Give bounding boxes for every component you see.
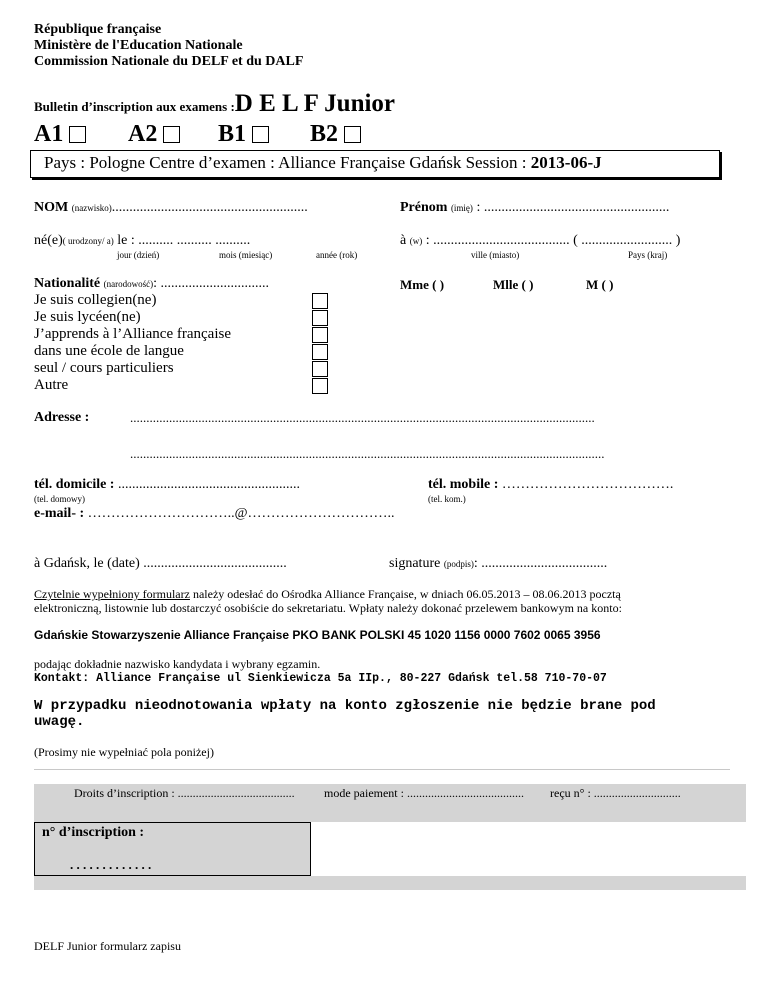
- recu-field: reçu n° : .............................: [550, 786, 681, 800]
- warning-line-2: uwagę.: [34, 714, 85, 730]
- status-checkbox-2[interactable]: [312, 310, 328, 326]
- header-line-2: Ministère de l'Education Nationale: [34, 38, 243, 53]
- inscription-label: n° d’inscription :: [42, 825, 145, 840]
- header-line-1: République française: [34, 22, 162, 37]
- level-b1[interactable]: B1: [218, 121, 269, 148]
- birth-date-field[interactable]: [34, 233, 250, 249]
- nom-pl: (nazwisko): [71, 203, 112, 213]
- mlle-option[interactable]: Mlle ( ): [493, 277, 534, 292]
- date-field[interactable]: à Gdańsk, le (date) .........................................: [34, 556, 287, 571]
- droits-field: Droits d’inscription : .......................................: [74, 786, 295, 800]
- warning-line-1: W przypadku nieodnotowania wpłaty na konto zgłoszenie nie będzie brane pod: [34, 698, 656, 714]
- status-checkbox-1[interactable]: [312, 293, 328, 309]
- birth-place-field[interactable]: [400, 233, 680, 249]
- tel-mobile-pl: (tel. kom.): [428, 494, 466, 504]
- bulletin-title: [34, 90, 395, 118]
- tel-domicile-field[interactable]: [34, 477, 300, 493]
- nom-dots[interactable]: ........................................................: [111, 200, 308, 215]
- pays-line: [44, 153, 602, 173]
- a-dots[interactable]: : ....................................... ( .......................... ): [425, 233, 681, 248]
- bank-account: Gdańskie Stowarzyszenie Alliance Française PKO BANK POLSKI 45 1020 1156 0000 7602 0065 3956: [34, 628, 601, 642]
- level-b2[interactable]: B2: [310, 121, 361, 148]
- instructions-line-1: [34, 587, 621, 602]
- instructions-line-2: elektroniczną, listownie lub dostarczyć osobiście do sekretariatu. Wpłaty należy dokonać przelewem bankowym na konto:: [34, 601, 622, 615]
- ne-pl: ( urodzony/ a): [62, 236, 114, 246]
- signature-label: signature: [389, 556, 441, 571]
- prenom-dots[interactable]: : .....................................................: [476, 200, 670, 215]
- adresse-line-2[interactable]: ..................................................................................................................................................: [130, 446, 605, 461]
- pays-text: Pays : Pologne Centre d’examen : Alliance Française Gdańsk Session :: [44, 153, 531, 172]
- instructions-rest: należy odesłać do Ośrodka Alliance Française, w dniach 06.05.2013 – 08.06.2013 pocztą: [189, 587, 621, 601]
- status-option-4: dans une école de langue: [34, 343, 184, 359]
- footer-text: DELF Junior formularz zapisu: [34, 939, 181, 953]
- signature-dots[interactable]: : ....................................: [473, 556, 608, 571]
- prosimy-note: (Prosimy nie wypełniać pola poniżej): [34, 745, 214, 759]
- status-checkbox-6[interactable]: [312, 378, 328, 394]
- adresse-label: Adresse :: [34, 410, 90, 425]
- nationalite-field[interactable]: [34, 276, 269, 292]
- tel-mobile-dots[interactable]: ……………………………….: [498, 477, 674, 492]
- tel-domicile-dots[interactable]: ....................................................: [114, 477, 300, 492]
- status-option-3: J’apprends à l’Alliance française: [34, 326, 231, 342]
- email-label: e-mail- :: [34, 506, 85, 521]
- email-field[interactable]: [34, 506, 395, 522]
- session-code: 2013-06-J: [530, 153, 602, 172]
- email-dots[interactable]: …………………………..@…………………………..: [84, 506, 395, 521]
- bulletin-label: Bulletin d’inscription aux examens :: [34, 99, 235, 114]
- level-a1-checkbox[interactable]: [69, 126, 86, 143]
- pays-hint: Pays (kraj): [628, 250, 668, 260]
- nationalite-dots[interactable]: : ...............................: [153, 276, 269, 291]
- inscription-dots: . . . . . . . . . . . . .: [70, 857, 152, 872]
- level-a2-checkbox[interactable]: [163, 126, 180, 143]
- mode-paiement-field: mode paiement : .......................................: [324, 786, 524, 800]
- status-checkbox-3[interactable]: [312, 327, 328, 343]
- level-a1[interactable]: A1: [34, 121, 86, 148]
- ne-label: né(e): [34, 233, 63, 248]
- status-option-5: seul / cours particuliers: [34, 360, 174, 376]
- tel-domicile-label: tél. domicile :: [34, 477, 115, 492]
- level-b2-checkbox[interactable]: [344, 126, 361, 143]
- a-label: à: [400, 233, 407, 248]
- ne-dots[interactable]: le : .......... .......... ..........: [117, 233, 251, 248]
- separator-line: [34, 769, 730, 770]
- status-option-1: Je suis collegien(ne): [34, 292, 157, 308]
- level-b1-checkbox[interactable]: [252, 126, 269, 143]
- kontakt-line: Kontakt: Alliance Française ul Sienkiewicza 5a IIp., 80-227 Gdańsk tel.58 710-70-07: [34, 672, 607, 685]
- jour-hint: jour (dzień): [117, 250, 160, 260]
- status-checkbox-4[interactable]: [312, 344, 328, 360]
- header-line-3: Commission Nationale du DELF et du DALF: [34, 54, 304, 69]
- nationalite-label: Nationalité: [34, 276, 101, 291]
- nationalite-pl: (narodowość): [103, 279, 154, 289]
- status-option-2: Je suis lycéen(ne): [34, 309, 141, 325]
- instructions-underlined: Czytelnie wypełniony formularz: [34, 587, 190, 601]
- office-band-bottom: [34, 876, 746, 890]
- adresse-line-1[interactable]: ...............................................................................................................................................: [130, 410, 595, 425]
- mme-option[interactable]: Mme ( ): [400, 277, 445, 292]
- instructions-line-3: podając dokładnie nazwisko kandydata i wybrany egzamin.: [34, 657, 321, 671]
- status-option-6: Autre: [34, 377, 69, 393]
- tel-mobile-label: tél. mobile :: [428, 477, 499, 492]
- prenom-field[interactable]: [400, 200, 669, 216]
- prenom-pl: (imię): [450, 203, 473, 213]
- nom-field[interactable]: [34, 200, 308, 216]
- prenom-label: Prénom: [400, 200, 448, 215]
- m-option[interactable]: M ( ): [586, 277, 614, 292]
- exam-name: D E L F Junior: [234, 90, 396, 117]
- mois-hint: mois (miesiąc): [219, 250, 273, 260]
- tel-mobile-field[interactable]: [428, 477, 673, 493]
- level-a2[interactable]: A2: [128, 121, 180, 148]
- status-checkbox-5[interactable]: [312, 361, 328, 377]
- nom-label: NOM: [34, 200, 69, 215]
- signature-field[interactable]: [389, 556, 607, 572]
- tel-domicile-pl: (tel. domowy): [34, 494, 85, 504]
- signature-pl: (podpis): [443, 559, 474, 569]
- a-pl: (w): [409, 236, 423, 246]
- ville-hint: ville (miasto): [471, 250, 520, 260]
- annee-hint: année (rok): [316, 250, 358, 260]
